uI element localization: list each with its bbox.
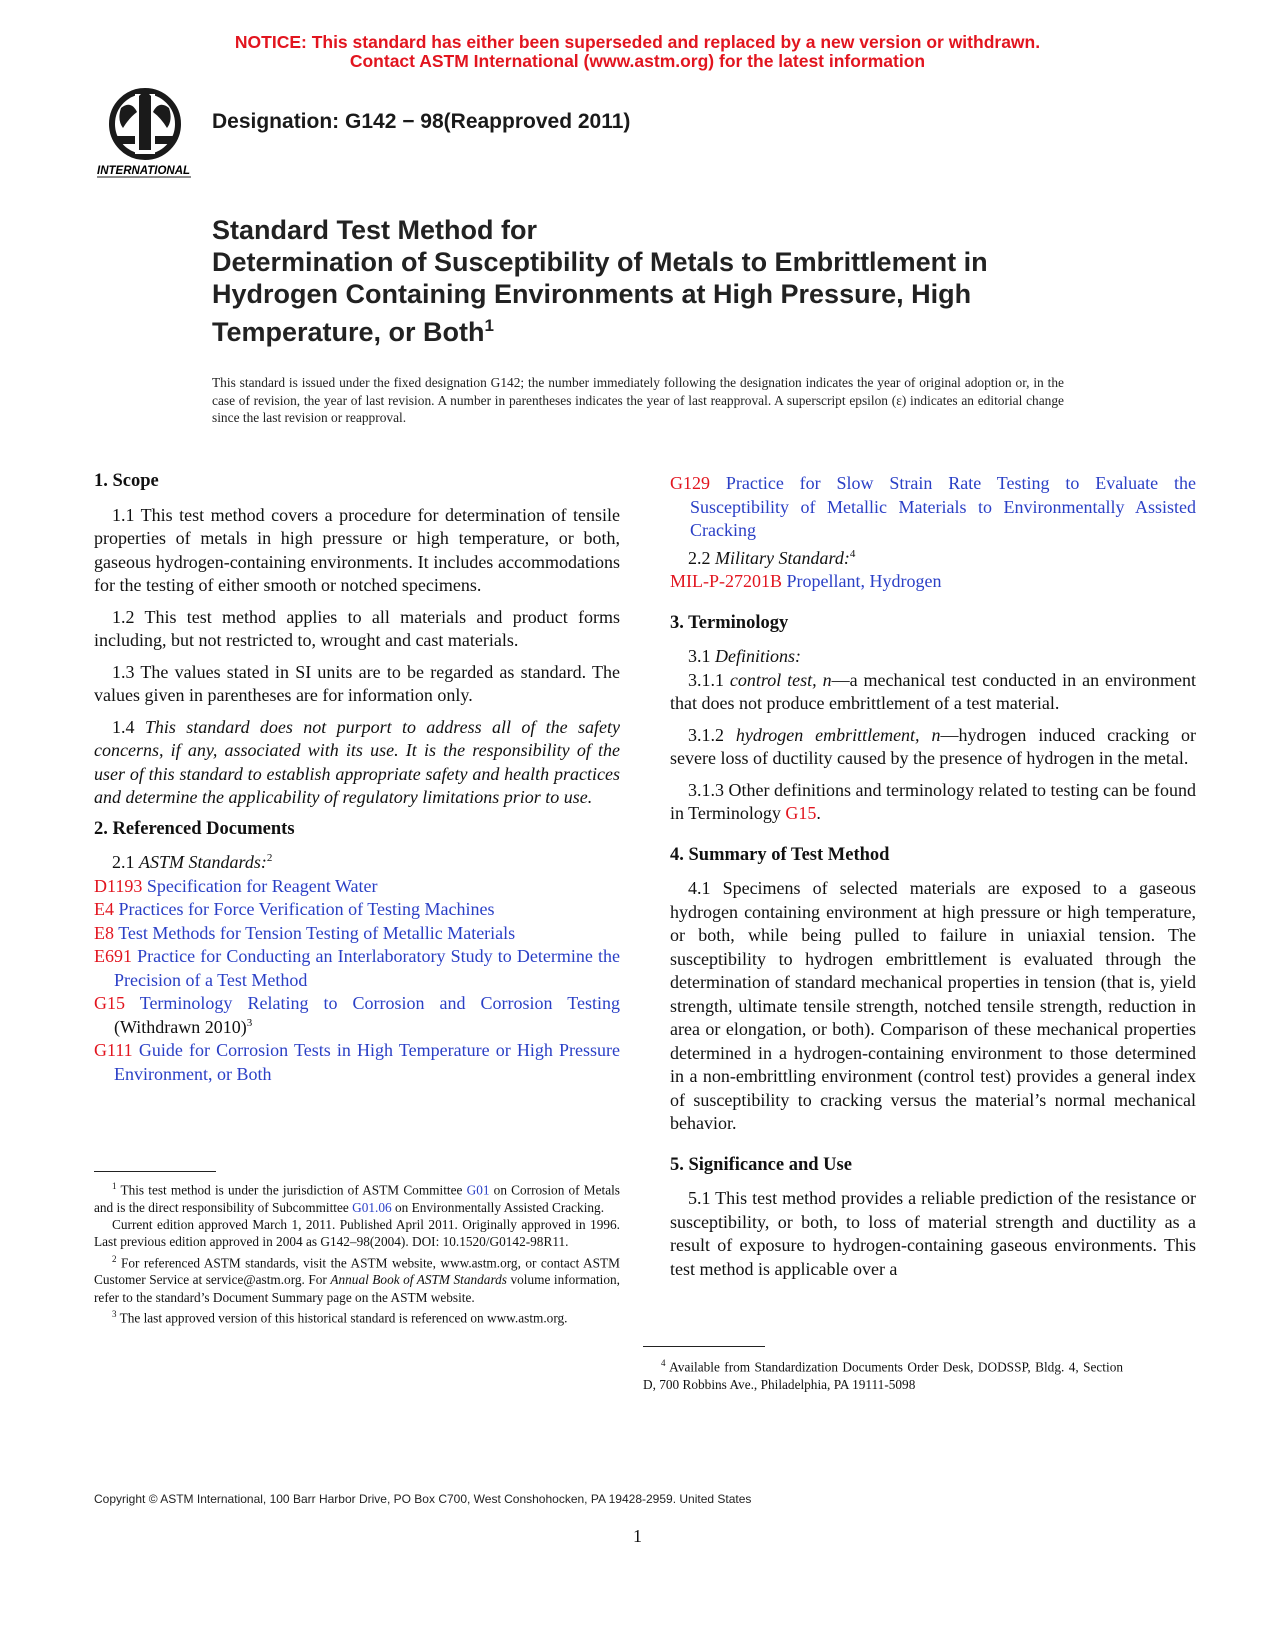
fn-text: For referenced ASTM standards, visit the ASTM website, www.astm.org, or contact ASTM Customer Service at service@astm.org. For <box>94 1255 620 1288</box>
right-column <box>670 472 1196 1289</box>
notice-line-2: Contact ASTM International (www.astm.org) for the latest information <box>349 51 926 71</box>
astm-standards-label <box>94 851 620 875</box>
title-line-1: Standard Test Method for <box>212 215 538 245</box>
fn-text: This test method is under the jurisdiction of ASTM Committee <box>116 1182 467 1198</box>
definitions-text: Definitions: <box>715 646 801 666</box>
copyright-line: Copyright © ASTM International, 100 Barr Harbor Drive, PO Box C700, West Conshohocken, PA 19428-2959. United States <box>94 1492 752 1506</box>
summary-4-1: 4.1 Specimens of selected materials are exposed to a gaseous hydrogen containing environment at high pressure or high temperature, or both, while being pulled to failure in uniaxial tension. The susceptibility to hydrogen embrittlement is evaluated through the determination of standard mechanical properties in tension (that is, yield strength, ultimate tensile strength, notched tensile strength, reduction in area or elongation, or both). Comparison of these mechanical properties determined in a hydrogen-containing environment to those determined in a non-embrittling environment (control test) provides a general index of susceptibility to cracking versus the material’s normal mechanical behavior. <box>670 878 1196 1133</box>
ref-code[interactable]: G129 <box>670 473 710 493</box>
scope-1-4-num: 1.4 <box>112 716 145 737</box>
title-footnote-mark: 1 <box>484 316 494 335</box>
footnote-4 <box>643 1355 1123 1393</box>
ref-title[interactable]: Practices for Force Verification of Testing Machines <box>118 899 495 919</box>
definitions-label <box>670 645 1196 669</box>
title-line-4 <box>212 310 1092 348</box>
fn-mark: 1 <box>112 1181 117 1191</box>
term-text: —hydrogen induced cracking or severe loss of ductility caused by the presence of hydrogen in the metal. <box>670 724 1197 768</box>
ref-code[interactable]: E691 <box>94 946 132 966</box>
astm-standards-num: 2.1 <box>112 852 139 872</box>
ref-e8[interactable] <box>94 922 620 946</box>
ref-code[interactable]: E8 <box>94 922 114 943</box>
term-name: control test, n <box>729 669 832 690</box>
ref-code[interactable]: MIL-P-27201B <box>670 571 782 591</box>
ref-e691[interactable] <box>94 945 620 992</box>
left-column <box>94 470 620 1086</box>
term-text: —a mechanical test conducted in an environment that does not produce embrittlement of a test material. <box>670 669 1196 713</box>
footnotes-right <box>643 1355 1123 1393</box>
significance-heading: 5. Significance and Use <box>670 1154 852 1175</box>
astm-standards-fn: 2 <box>266 852 273 864</box>
term-3-1-1 <box>670 669 1196 716</box>
ref-g111[interactable] <box>94 1039 620 1086</box>
footnotes-left <box>94 1178 620 1327</box>
ref-code[interactable]: G15 <box>94 993 125 1013</box>
ref-code[interactable]: D1193 <box>94 875 143 896</box>
footnote-1 <box>94 1178 620 1216</box>
summary-heading: 4. Summary of Test Method <box>670 844 890 865</box>
fn-mark: 4 <box>661 1358 666 1368</box>
fn-text: on Environmentally Assisted Cracking. <box>391 1199 605 1215</box>
significance-5-1: 5.1 This test method provides a reliable prediction of the resistance or susceptibility, or both, to loss of material strength and ductility as a result of exposure to hydrogen-containing gaseous environments. This test method is applicable over a <box>670 1188 1196 1279</box>
scope-heading: 1. Scope <box>94 471 159 491</box>
title-line-3: Hydrogen Containing Environments at High Pressure, High <box>212 279 972 309</box>
ref-g129[interactable] <box>670 472 1196 543</box>
fn-text: volume information, refer to the standard’s Document Summary page on the ASTM website. <box>94 1272 620 1305</box>
military-num: 2.2 <box>688 547 715 568</box>
ref-code[interactable]: G111 <box>94 1040 133 1060</box>
committee-g01-link[interactable]: G01 <box>466 1182 490 1198</box>
ref-title[interactable]: Specification for Reagent Water <box>146 875 378 896</box>
military-fn: 4 <box>849 547 856 560</box>
footnote-rule-left <box>94 1171 216 1172</box>
notice-line-1: NOTICE: This standard has either been superseded and replaced by a new version or withdrawn. <box>234 32 1041 52</box>
astm-standards-text: ASTM Standards: <box>139 852 267 872</box>
ref-g15[interactable] <box>94 992 620 1039</box>
page-number: 1 <box>633 1526 642 1546</box>
ref-e4[interactable] <box>94 898 620 922</box>
term-name: hydrogen embrittlement, n <box>735 724 941 745</box>
fn-text: The last approved version of this historical standard is referenced on www.astm.org. <box>116 1310 568 1326</box>
ref-mil-p-27201b[interactable] <box>670 570 1196 594</box>
terminology-heading: 3. Terminology <box>670 612 789 633</box>
scope-1-1: 1.1 This test method covers a procedure for determination of tensile properties of metals in high pressure or high temperature, or both, gaseous hydrogen-containing environments. It includes accommodations for the testing of either smooth or notched specimens. <box>94 504 620 595</box>
term-num: 3.1.1 <box>688 669 730 690</box>
ref-withdrawn: (Withdrawn 2010) <box>114 1016 247 1037</box>
footnote-2 <box>94 1251 620 1306</box>
g15-link[interactable]: G15 <box>785 803 817 823</box>
document-title <box>212 214 1092 348</box>
term-num: 3.1.2 <box>688 724 736 745</box>
fn-text: Available from Standardization Documents Order Desk, DODSSP, Bldg. 4, Section D, 700 Robbins Ave., Philadelphia, PA 19111-5098 <box>643 1359 1123 1392</box>
ref-title[interactable]: Guide for Corrosion Tests in High Temperature or High Pressure Environment, or Both <box>114 1040 621 1084</box>
ref-title[interactable]: Test Methods for Tension Testing of Metallic Materials <box>118 922 516 943</box>
term-end: . <box>816 803 821 823</box>
fn-text: on Corrosion of Metals and is the direct responsibility of Subcommittee <box>94 1182 620 1215</box>
ref-fn: 3 <box>246 1016 253 1029</box>
ref-code[interactable]: E4 <box>94 899 114 919</box>
fn-mark: 3 <box>112 1308 117 1319</box>
fn-mark: 2 <box>112 1253 117 1264</box>
astm-logo-icon <box>95 86 197 180</box>
footnote-3 <box>94 1306 620 1327</box>
fn-italic: Annual Book of ASTM Standards <box>330 1272 507 1288</box>
title-line-4-text: Temperature, or Both <box>212 317 485 347</box>
military-text: Military Standard: <box>715 547 850 568</box>
military-standard-label <box>670 547 1196 571</box>
term-3-1-3 <box>670 779 1196 826</box>
term-3-1-2 <box>670 724 1196 771</box>
superseded-notice <box>0 33 1275 71</box>
term-text: 3.1.3 Other definitions and terminology related to testing can be found in Terminology <box>670 779 1196 823</box>
ref-title[interactable]: Practice for Conducting an Interlaboratory Study to Determine the Precision of a Test Method <box>114 946 621 990</box>
ref-title[interactable]: Practice for Slow Strain Rate Testing to Evaluate the Susceptibility of Metallic Materials to Environmentally Assisted Cracking <box>690 473 1197 540</box>
footnote-1-edition: Current edition approved March 1, 2011. Published April 2011. Originally approved in 1996. Last previous edition approved in 2004 as G142–98(2004). DOI: 10.1520/G0142-98R11. <box>94 1217 620 1250</box>
preface-note: This standard is issued under the fixed designation G142; the number immediately following the designation indicates the year of original adoption or, in the case of revision, the year of last revision. A number in parentheses indicates the year of last reapproval. A superscript epsilon (ε) indicates an editorial change since the last revision or reapproval. <box>212 375 1064 425</box>
subcommittee-g01-06-link[interactable]: G01.06 <box>352 1199 392 1215</box>
title-line-2: Determination of Susceptibility of Metals to Embrittlement in <box>212 247 988 277</box>
designation: Designation: G142 − 98(Reapproved 2011) <box>212 110 631 133</box>
scope-1-4 <box>94 716 620 810</box>
definitions-num: 3.1 <box>688 646 715 666</box>
scope-1-4-text: This standard does not purport to address all of the safety concerns, if any, associated with its use. It is the responsibility of the user of this standard to establish appropriate safety and health practices and determine the applicability of regulatory limitations prior to use. <box>94 716 621 807</box>
ref-title[interactable]: Propellant, Hydrogen <box>786 571 942 591</box>
footnote-rule-right <box>643 1346 765 1347</box>
logo-text: INTERNATIONAL <box>97 165 191 177</box>
ref-title[interactable]: Terminology Relating to Corrosion and Corrosion Testing <box>139 993 620 1013</box>
ref-d1193[interactable] <box>94 875 620 899</box>
refdocs-heading: 2. Referenced Documents <box>94 818 295 839</box>
scope-1-3: 1.3 The values stated in SI units are to be regarded as standard. The values given in parentheses are for information only. <box>94 661 620 705</box>
scope-1-2: 1.2 This test method applies to all materials and product forms including, but not restricted to, wrought and cast materials. <box>94 606 620 650</box>
